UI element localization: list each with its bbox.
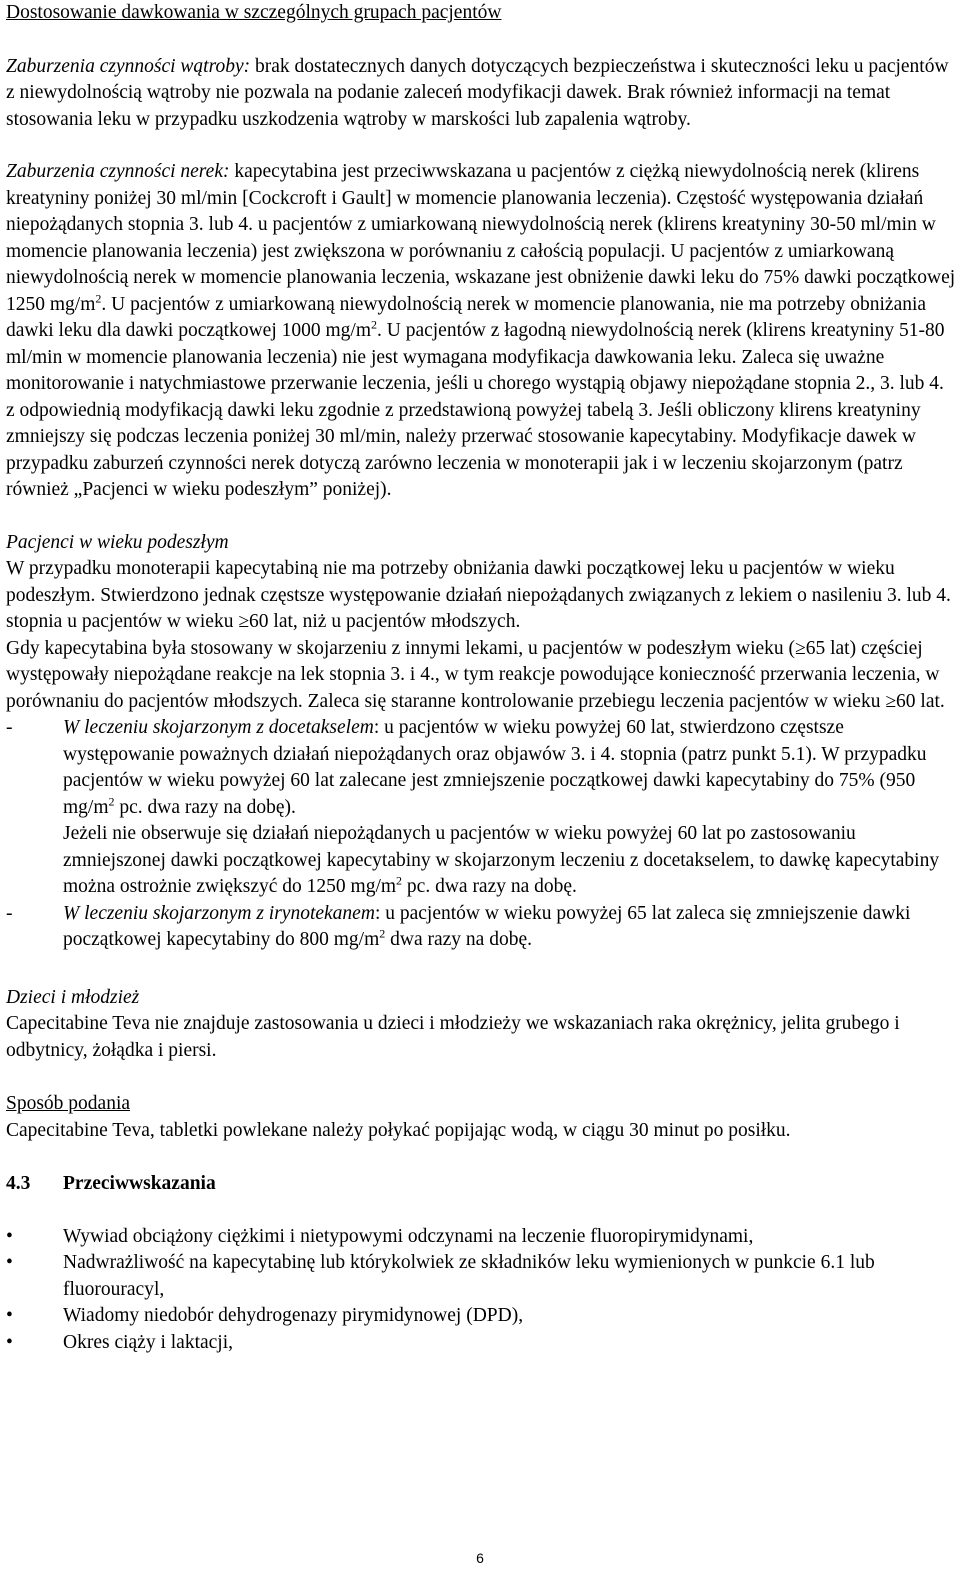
kidney-paragraph bbox=[6, 159, 956, 504]
dash-marker: - bbox=[6, 717, 13, 738]
list-item bbox=[6, 1224, 956, 1251]
liver-paragraph bbox=[6, 54, 956, 134]
kidney-label: Zaburzenia czynności nerek: bbox=[6, 161, 230, 182]
docetaxel-followup-1: Jeżeli nie obserwuje się działań niepożądanych u pacjentów w wieku powyżej 60 lat po zastosowaniu zmniejszonej dawki początkowej kapecytabiny w skojarzonym leczeniu z docetakselem, to dawkę kapecytabiny można ostrożnie zwiększyć do 1250 mg/m bbox=[63, 823, 940, 897]
list-item-text: Wiadomy niedobór dehydrogenazy pirymidynowej (DPD), bbox=[63, 1305, 524, 1326]
dash-item-docetaxel bbox=[6, 715, 956, 901]
kidney-text-1: kapecytabina jest przeciwwskazana u pacjentów z ciężką niewydolnością nerek (klirens kreatyniny poniżej 30 ml/min [Cockcroft i Gault] w momencie planowania leczenia). Częstość występowania działań niepożądanych stopnia 3. lub 4. u pacjentów z umiarkowaną niewydolnością nerek (klirens kreatyniny 30-50 ml/min w momencie planowania leczenia) jest zwiększona w porównaniu z całością populacji. U pacjentów z umiarkowaną niewydolnością nerek w momencie planowania leczenia, wskazane jest obniżenie dawki leku do 75% dawki początkowej 1250 mg/m bbox=[6, 161, 956, 315]
list-item bbox=[6, 1330, 956, 1357]
page-number: 6 bbox=[476, 1550, 484, 1566]
admin-paragraph: Capecitabine Teva, tabletki powlekane należy połykać popijając wodą, w ciągu 30 minut po posiłku. bbox=[6, 1119, 791, 1141]
bullet-marker: • bbox=[6, 1305, 13, 1326]
dosing-heading bbox=[6, 0, 956, 27]
kidney-text-2: . U pacjentów z umiarkowaną niewydolnością nerek w momencie planowania, nie ma potrzeby obniżania dawki leku dla dawki początkowej 1000 mg/m bbox=[6, 293, 927, 341]
list-item-text: Okres ciąży i laktacji, bbox=[63, 1331, 234, 1353]
kidney-sup-1: 2 bbox=[95, 291, 102, 305]
bullet-marker: • bbox=[6, 1252, 13, 1273]
list-item bbox=[6, 1250, 956, 1303]
liver-label: Zaburzenia czynności wątroby: bbox=[6, 55, 251, 77]
docetaxel-text-2: pc. dwa razy na dobę). bbox=[114, 796, 296, 818]
children-paragraph: Capecitabine Teva nie znajduje zastosowania u dzieci i młodzieży we wskazaniach raka okrężnicy, jelita grubego i odbytnicy, żołądka i piersi. bbox=[6, 1013, 900, 1061]
section-title: Przeciwwskazania bbox=[63, 1173, 216, 1194]
document-page bbox=[6, 0, 956, 1356]
bullet-marker: • bbox=[6, 1225, 13, 1247]
docetaxel-label: W leczeniu skojarzonym z docetakselem bbox=[63, 717, 374, 738]
list-item-text: Wywiad obciążony ciężkimi i nietypowymi odczynami na leczenie fluoropirymidynami, bbox=[63, 1225, 754, 1247]
dash-item-irinotecan bbox=[6, 901, 956, 954]
admin-heading-text: Sposób podania bbox=[6, 1093, 131, 1114]
irinotecan-sup: 2 bbox=[379, 926, 386, 941]
kidney-sup-2: 2 bbox=[371, 317, 377, 332]
docetaxel-text-1: : u pacjentów w wieku powyżej 60 lat, stwierdzono częstsze występowanie poważnych działań niepożądanych oraz objawów 3. i 4. stopnia (patrz punkt 5.1). W przypadku pacjentów w wieku powyżej 60 lat zalecane jest zmniejszenie początkowej dawki kapecytabiny do 75% (950 mg/m bbox=[63, 717, 927, 818]
elderly-heading bbox=[6, 530, 956, 557]
docetaxel-followup-sup: 2 bbox=[396, 873, 403, 888]
bullet-marker: • bbox=[6, 1331, 13, 1353]
elderly-heading-text: Pacjenci w wieku podeszłym bbox=[6, 531, 229, 553]
contraindications-list bbox=[6, 1224, 956, 1357]
section-heading bbox=[6, 1171, 956, 1198]
children-heading bbox=[6, 985, 956, 1012]
irinotecan-text bbox=[63, 901, 956, 954]
elderly-paragraph-2: Gdy kapecytabina była stosowany w skojarzeniu z innymi lekami, u pacjentów w podeszłym wieku (≥65 lat) częściej występowały niepożądane reakcje na lek stopnia 3. i 4., w tym reakcje powodujące konieczność przerwania leczenia, w porównaniu do pacjentów młodszych. Zaleca się staranne kontrolowanie przebiegu leczenia pacjentów w wieku ≥60 lat. bbox=[6, 637, 945, 712]
elderly-paragraph-1: W przypadku monoterapii kapecytabiną nie ma potrzeby obniżania dawki początkowej leku u pacjentów w wieku podeszłym. Stwierdzono jednak częstsze występowanie działań niepożądanych związanych z lekiem o nasileniu 3. lub 4. stopnia u pacjentów w wieku ≥60 lat, niż u pacjentów młodszych. bbox=[6, 558, 951, 632]
admin-heading bbox=[6, 1091, 956, 1118]
irinotecan-text-2: dwa razy na dobę. bbox=[385, 929, 532, 950]
list-item bbox=[6, 1303, 956, 1330]
children-heading-text: Dzieci i młodzież bbox=[6, 986, 140, 1008]
docetaxel-followup-2: pc. dwa razy na dobę. bbox=[402, 876, 577, 897]
dash-marker: - bbox=[6, 902, 13, 924]
liver-text: brak dostatecznych danych dotyczących bezpieczeństwa i skuteczności leku u pacjentów z niewydolnością wątroby nie pozwala na podanie zaleceń modyfikacji dawek. Brak również informacji na temat stosowania leku w przypadku uszkodzenia wątroby w marskości lub zapalenia wątroby. bbox=[6, 55, 949, 130]
irinotecan-text-1: : u pacjentów w wieku powyżej 65 lat zaleca się zmniejszenie dawki początkowej kapecytabiny do 800 mg/m bbox=[63, 902, 911, 950]
dosing-heading-text: Dostosowanie dawkowania w szczególnych grupach pacjentów bbox=[6, 2, 502, 23]
kidney-text-3: . U pacjentów z łagodną niewydolnością nerek (klirens kreatyniny 51-80 ml/min w momencie planowania leczenia) nie jest wymagana modyfikacja dawkowania leku. Zaleca się uważne monitorowanie i natychmiastowe przerwanie leczenia, jeśli u chorego wystąpią objawy niepożądane stopnia 2., 3. lub 4. z odpowiednią modyfikacją dawki leku zgodnie z przedstawioną powyżej tabelą 3. Jeśli obliczony klirens kreatyniny zmniejszy się podczas leczenia poniżej 30 ml/min, należy przerwać stosowanie kapecytabiny. Modyfikacje dawek w przypadku zaburzeń czynności nerek dotyczą zarówno leczenia w monoterapii jak i w leczeniu skojarzonym (patrz również „Pacjenci w wieku podeszłym” poniżej). bbox=[6, 320, 945, 500]
list-item-text: Nadwrażliwość na kapecytabinę lub którykolwiek ze składników leku wymienionych w punkcie 6.1 lub fluorouracyl, bbox=[63, 1252, 875, 1300]
docetaxel-sup-1: 2 bbox=[108, 794, 115, 808]
irinotecan-label: W leczeniu skojarzonym z irynotekanem bbox=[63, 902, 375, 924]
docetaxel-text-followup bbox=[63, 821, 956, 901]
section-number: 4.3 bbox=[6, 1173, 31, 1194]
docetaxel-text bbox=[63, 715, 956, 821]
